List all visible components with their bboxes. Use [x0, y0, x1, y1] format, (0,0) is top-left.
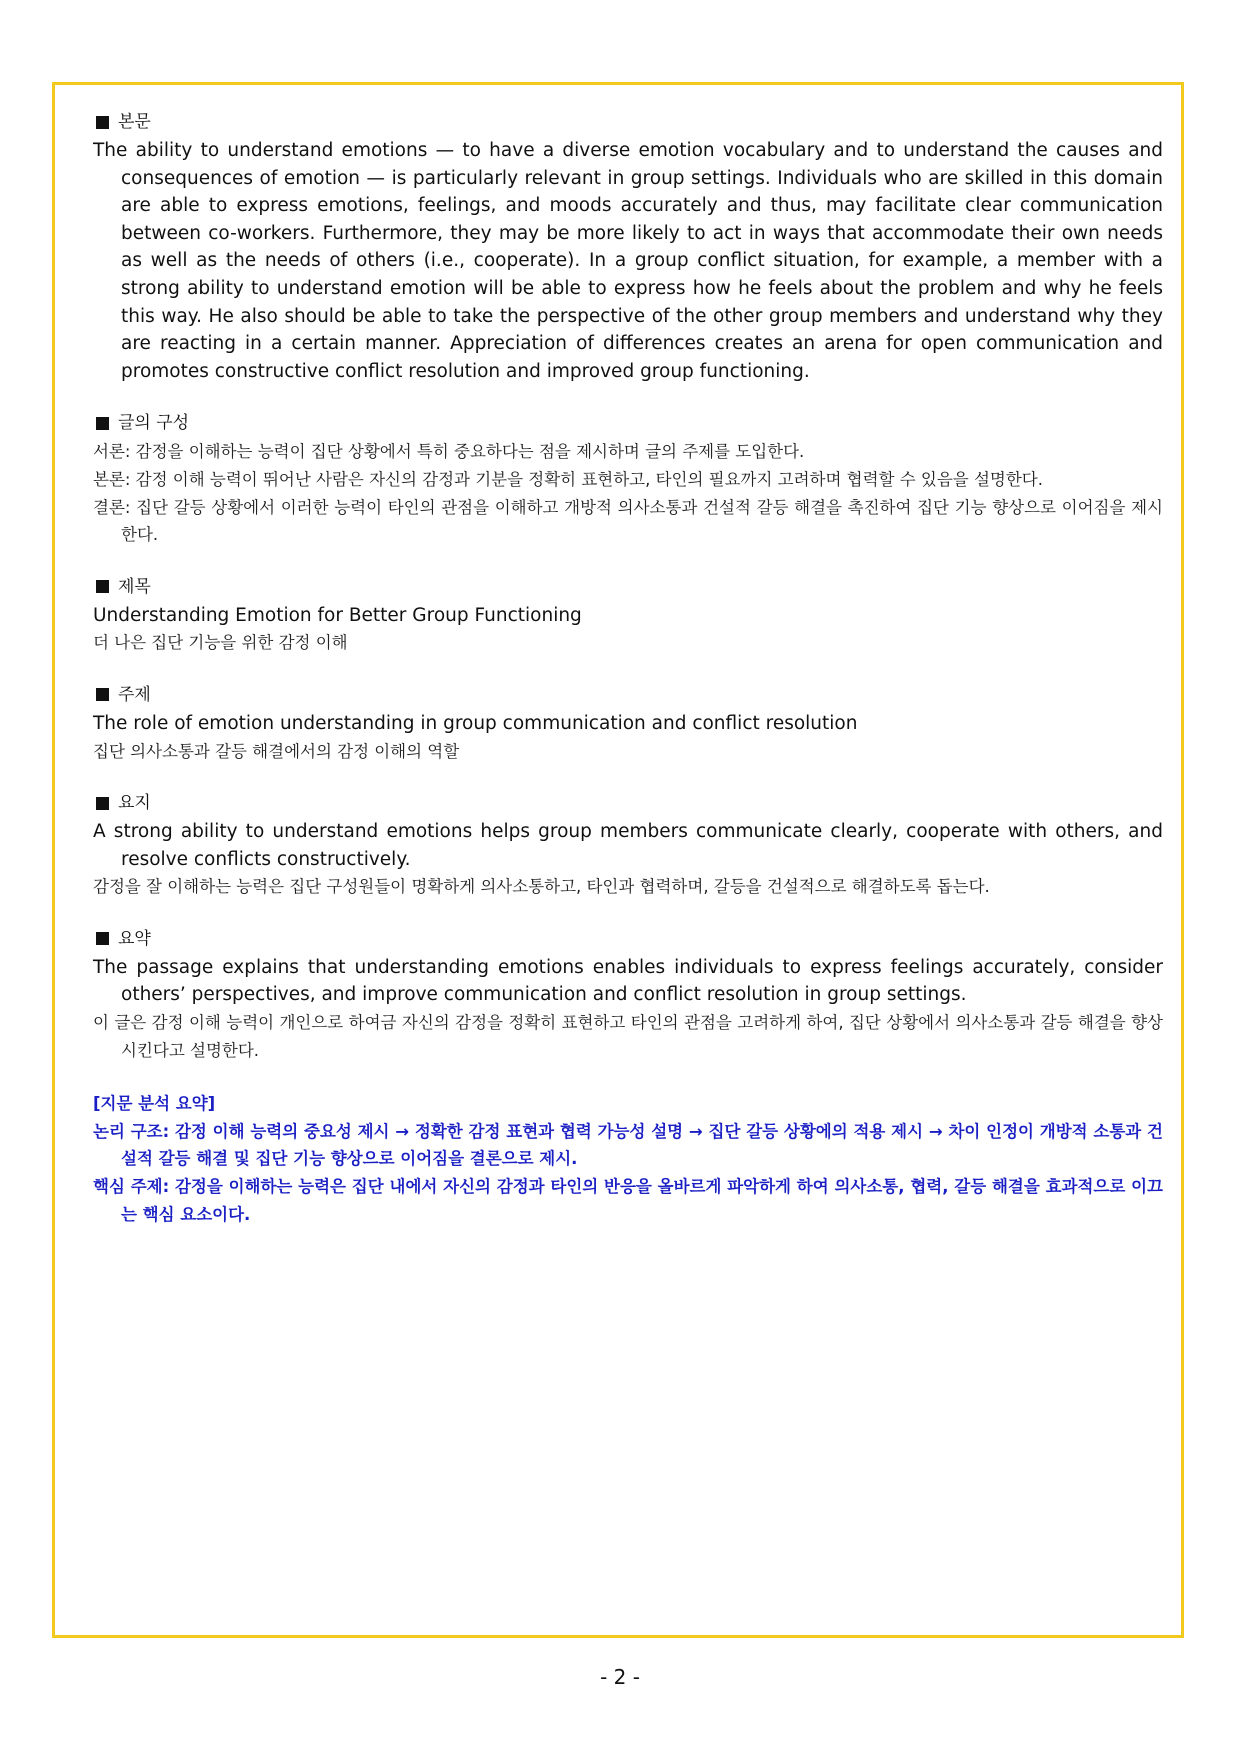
- square-bullet-icon: [96, 688, 109, 701]
- section-gist: [93, 791, 1163, 901]
- section-title: [93, 575, 1163, 657]
- passage-text: The ability to understand emotions — to have a diverse emotion vocabulary and to understand the causes and consequences of emotion — is particularly relevant in group settings. Individuals who are skilled in this domain are able to express emotions, feelings, and moods accurately and thus, may facilitate clear communication between co-workers. Furthermore, they may be more likely to act in ways that accommodate their own needs as well as the needs of others (i.e., cooperate). In a group conflict situation, for example, a member with a strong ability to understand emotion will be able to express how he feels about the problem and why he feels this way. He also should be able to take the perspective of the other group members and understand why they are reacting in a certain manner. Appreciation of differences creates an arena for open communication and promotes constructive conflict resolution and improved group functioning.: [93, 140, 1163, 382]
- square-bullet-icon: [96, 797, 109, 810]
- section-heading: [93, 110, 1163, 134]
- heading-label: 요약: [118, 928, 151, 949]
- heading-label: 제목: [118, 576, 151, 597]
- heading-label: 요지: [118, 793, 151, 814]
- section-heading: [93, 791, 1163, 815]
- title-korean: 더 나은 집단 기능을 위한 감정 이해: [93, 633, 348, 653]
- analysis-logic-structure: 논리 구조: 감정 이해 능력의 중요성 제시 → 정확한 감정 표현과 협력 가능성 설명 → 집단 갈등 상황에의 적용 제시 → 차이 인정이 개방적 소통과 건설적 갈등 해결 및 집단 기능 향상으로 이어짐을 결론으로 제시.: [93, 1121, 1163, 1169]
- summary-korean: 이 글은 감정 이해 능력이 개인으로 하여금 자신의 감정을 정확히 표현하고 타인의 관점을 고려하게 하여, 집단 상황에서 의사소통과 갈등 해결을 향상시킨다고 설명한다.: [93, 1013, 1163, 1060]
- structure-intro: 서론: 감정을 이해하는 능력이 집단 상황에서 특히 중요하다는 점을 제시하며 글의 주제를 도입한다.: [93, 442, 805, 462]
- section-heading: [93, 683, 1163, 707]
- section-structure: [93, 411, 1163, 548]
- square-bullet-icon: [96, 932, 109, 945]
- heading-label: 글의 구성: [118, 413, 190, 434]
- gist-english: A strong ability to understand emotions helps group members communicate clearly, cooperate with others, and resolve conflicts constructively.: [93, 821, 1163, 870]
- page-number: - 2 -: [600, 1665, 640, 1689]
- structure-conclusion: 결론: 집단 갈등 상황에서 이러한 능력이 타인의 관점을 이해하고 개방적 의사소통과 건설적 갈등 해결을 촉진하여 집단 기능 향상으로 이어짐을 제시한다.: [93, 497, 1163, 545]
- structure-main: 본론: 감정 이해 능력이 뛰어난 사람은 자신의 감정과 기분을 정확히 표현하고, 타인의 필요까지 고려하며 협력할 수 있음을 설명한다.: [93, 469, 1043, 489]
- topic-english: The role of emotion understanding in group communication and conflict resolution: [93, 712, 858, 734]
- square-bullet-icon: [96, 580, 109, 593]
- topic-korean: 집단 의사소통과 갈등 해결에서의 감정 이해의 역할: [93, 741, 460, 761]
- summary-english: The passage explains that understanding emotions enables individuals to express feelings accurately, consider others’ perspectives, and improve communication and conflict resolution in group settings.: [93, 956, 1163, 1006]
- analysis-core-topic: 핵심 주제: 감정을 이해하는 능력은 집단 내에서 자신의 감정과 타인의 반응을 올바르게 파악하게 하여 의사소통, 협력, 갈등 해결을 효과적으로 이끄는 핵심 요소이다.: [93, 1177, 1163, 1224]
- heading-label: 본문: [118, 112, 151, 132]
- analysis-summary: [93, 1090, 1163, 1228]
- section-heading: [93, 411, 1163, 435]
- section-topic: [93, 683, 1163, 765]
- heading-label: 주제: [118, 684, 151, 705]
- section-heading: [93, 927, 1163, 951]
- section-heading: [93, 575, 1163, 599]
- section-summary: [93, 927, 1163, 1064]
- square-bullet-icon: [96, 417, 109, 430]
- gist-korean: 감정을 잘 이해하는 능력은 집단 구성원들이 명확하게 의사소통하고, 타인과 협력하며, 갈등을 건설적으로 해결하도록 돕는다.: [93, 877, 990, 897]
- document-content: [93, 110, 1163, 1228]
- analysis-title: [지문 분석 요약]: [93, 1094, 216, 1114]
- title-english: Understanding Emotion for Better Group Functioning: [93, 604, 582, 626]
- section-body: [93, 110, 1163, 385]
- square-bullet-icon: [96, 116, 109, 129]
